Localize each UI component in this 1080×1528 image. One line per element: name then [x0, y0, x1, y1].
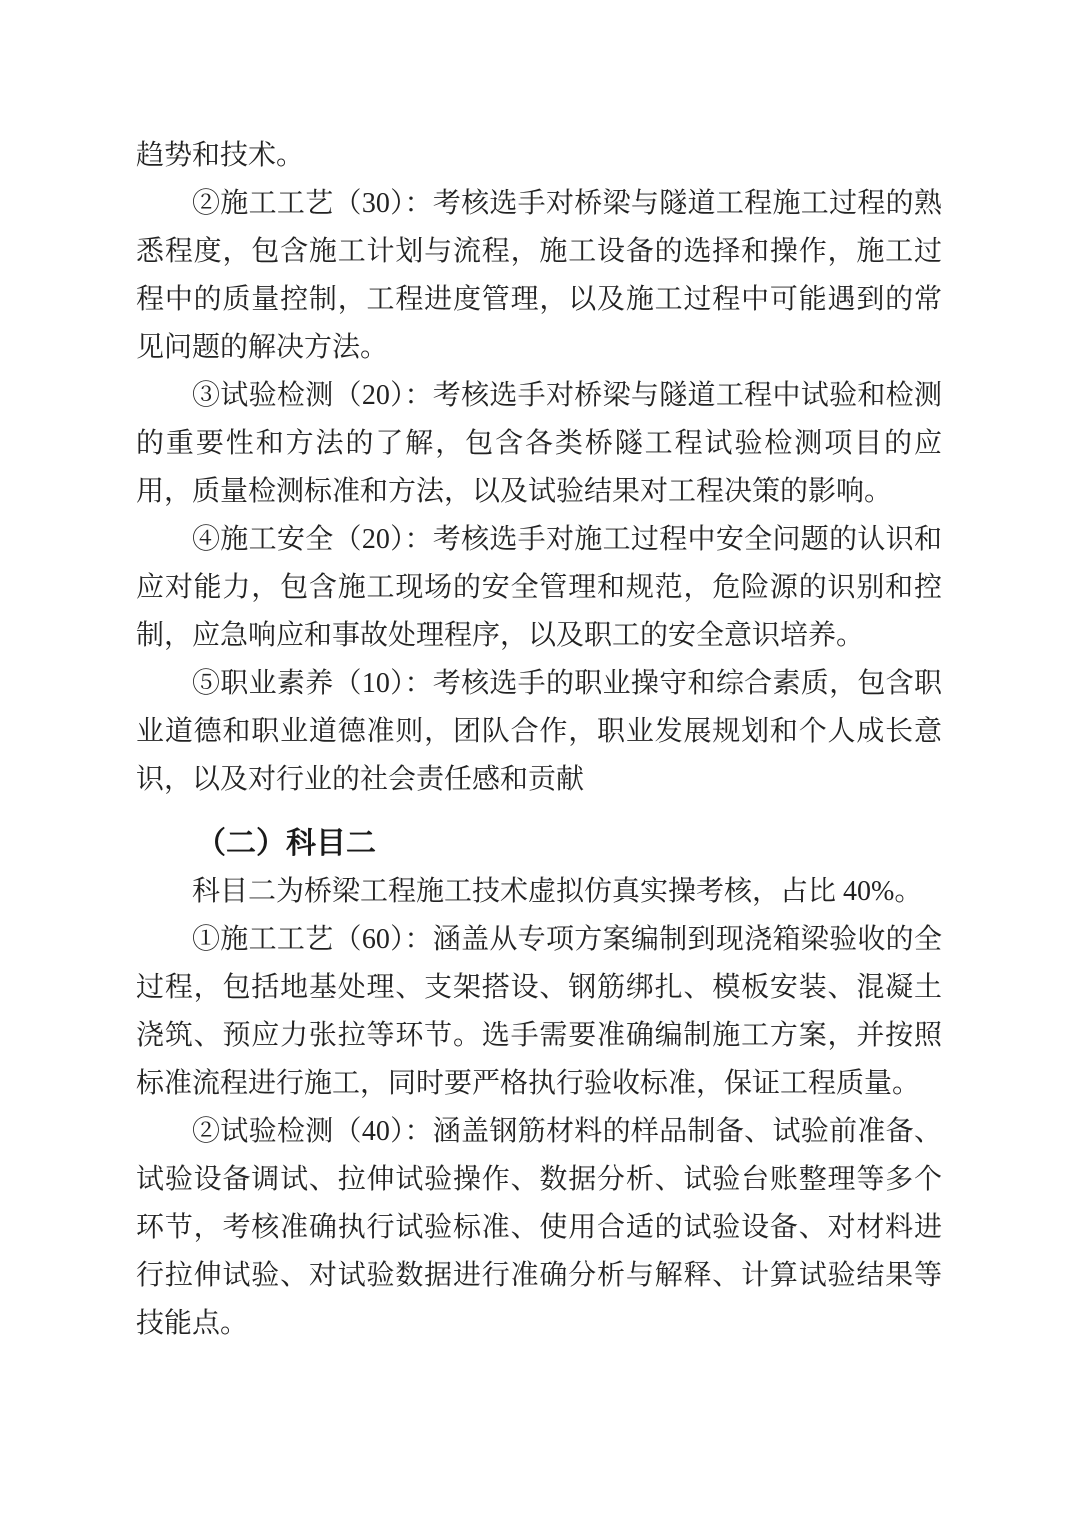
paragraph-section-two-intro: 科目二为桥梁工程施工技术虚拟仿真实操考核，占比 40%。 — [192, 876, 923, 907]
page-content — [136, 132, 942, 1348]
paragraph-construction-technique: ②施工工艺（30）：考核选手对桥梁与隧道工程施工过程的熟悉程度，包含施工计划与流程，施工设备的选择和操作，施工过程中的质量控制，工程进度管理，以及施工过程中可能遇到的常见问题的解决方法。 — [136, 188, 942, 363]
paragraph-section-two-construction-technique: ①施工工艺（60）：涵盖从专项方案编制到现浇箱梁验收的全过程，包括地基处理、支架搭设、钢筋绑扎、模板安装、混凝土浇筑、预应力张拉等环节。选手需要准确编制施工方案，并按照标准流程进行施工，同时要严格执行验收标准，保证工程质量。 — [136, 924, 942, 1099]
paragraph-professional-quality: ⑤职业素养（10）：考核选手的职业操守和综合素质，包含职业道德和职业道德准则，团队合作，职业发展规划和个人成长意识，以及对行业的社会责任感和贡献 — [136, 668, 942, 795]
section-two-heading: （二）科目二 — [196, 827, 376, 860]
paragraph-section-two-test-inspection: ②试验检测（40）：涵盖钢筋材料的样品制备、试验前准备、试验设备调试、拉伸试验操作、数据分析、试验台账整理等多个环节，考核准确执行试验标准、使用合适的试验设备、对材料进行拉伸试验、对试验数据进行准确分析与解释、计算试验结果等技能点。 — [136, 1116, 942, 1339]
paragraph-test-inspection: ③试验检测（20）：考核选手对桥梁与隧道工程中试验和检测的重要性和方法的了解，包含各类桥隧工程试验检测项目的应用，质量检测标准和方法，以及试验结果对工程决策的影响。 — [136, 380, 942, 507]
paragraph-continuation: 趋势和技术。 — [136, 140, 305, 171]
paragraph-construction-safety: ④施工安全（20）：考核选手对施工过程中安全问题的认识和应对能力，包含施工现场的安全管理和规范，危险源的识别和控制，应急响应和事故处理程序，以及职工的安全意识培养。 — [136, 524, 942, 651]
